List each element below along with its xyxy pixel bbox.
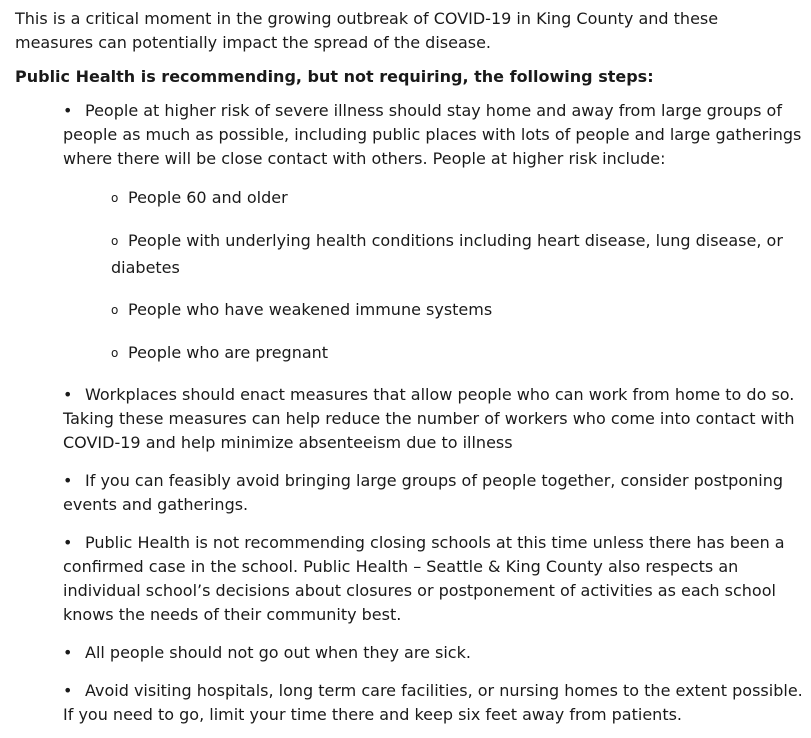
bullet-text: All people should not go out when they are sick. <box>85 643 471 662</box>
bullet-visiting <box>63 679 808 727</box>
risk-group-age <box>111 185 811 212</box>
sub-bullet-marker: o <box>111 191 119 205</box>
sub-bullet-marker: o <box>111 346 119 360</box>
risk-group-text: People who are pregnant <box>128 343 329 362</box>
recommendation-list <box>15 99 808 727</box>
sub-bullet-marker: o <box>111 303 119 317</box>
risk-group-text: People 60 and older <box>128 188 288 207</box>
risk-group-conditions <box>111 228 811 281</box>
bullet-marker: • <box>63 101 73 120</box>
intro-paragraph: This is a critical moment in the growing outbreak of COVID-19 in King County and these measures can potentially impact the spread of the disease. <box>15 9 719 52</box>
risk-group-text: People who have weakened immune systems <box>128 300 493 319</box>
risk-group-immune <box>111 297 811 324</box>
bullet-higher-risk <box>63 99 808 171</box>
bullet-schools <box>63 531 808 627</box>
risk-group-pregnant <box>111 340 811 367</box>
recommendation-heading: Public Health is recommending, but not requiring, the following steps: <box>15 67 654 86</box>
bullet-text: People at higher risk of severe illness should stay home and away from large groups of people as much as possible, including public places with lots of people and large gatherings where there will be close contact with others. People at higher risk include: <box>63 101 802 168</box>
bullet-marker: • <box>63 385 73 404</box>
risk-group-list <box>111 185 811 367</box>
bullet-text: Avoid visiting hospitals, long term care facilities, or nursing homes to the extent possible. If you need to go, limit your time there and keep six feet away from patients. <box>63 681 803 724</box>
bullet-marker: • <box>63 643 73 662</box>
bullet-sick <box>63 641 808 665</box>
bullet-events <box>63 469 808 517</box>
sub-bullet-marker: o <box>111 234 119 248</box>
bullet-text: If you can feasibly avoid bringing large groups of people together, consider postponing events and gatherings. <box>63 471 783 514</box>
bullet-workplaces <box>63 383 808 455</box>
bullet-marker: • <box>63 681 73 700</box>
bullet-marker: • <box>63 471 73 490</box>
bullet-marker: • <box>63 533 73 552</box>
bullet-text: Public Health is not recommending closing schools at this time unless there has been a confirmed case in the school. Public Health – Seattle & King County also respects an individual school’s decisions about closures or postponement of activities as each school knows the needs of their community best. <box>63 533 785 624</box>
bullet-text: Workplaces should enact measures that allow people who can work from home to do so. Taking these measures can help reduce the number of workers who come into contact with COVID-19 and help minimize absenteeism due to illness <box>63 385 795 452</box>
risk-group-text: People with underlying health conditions including heart disease, lung disease, or diabetes <box>111 231 783 277</box>
